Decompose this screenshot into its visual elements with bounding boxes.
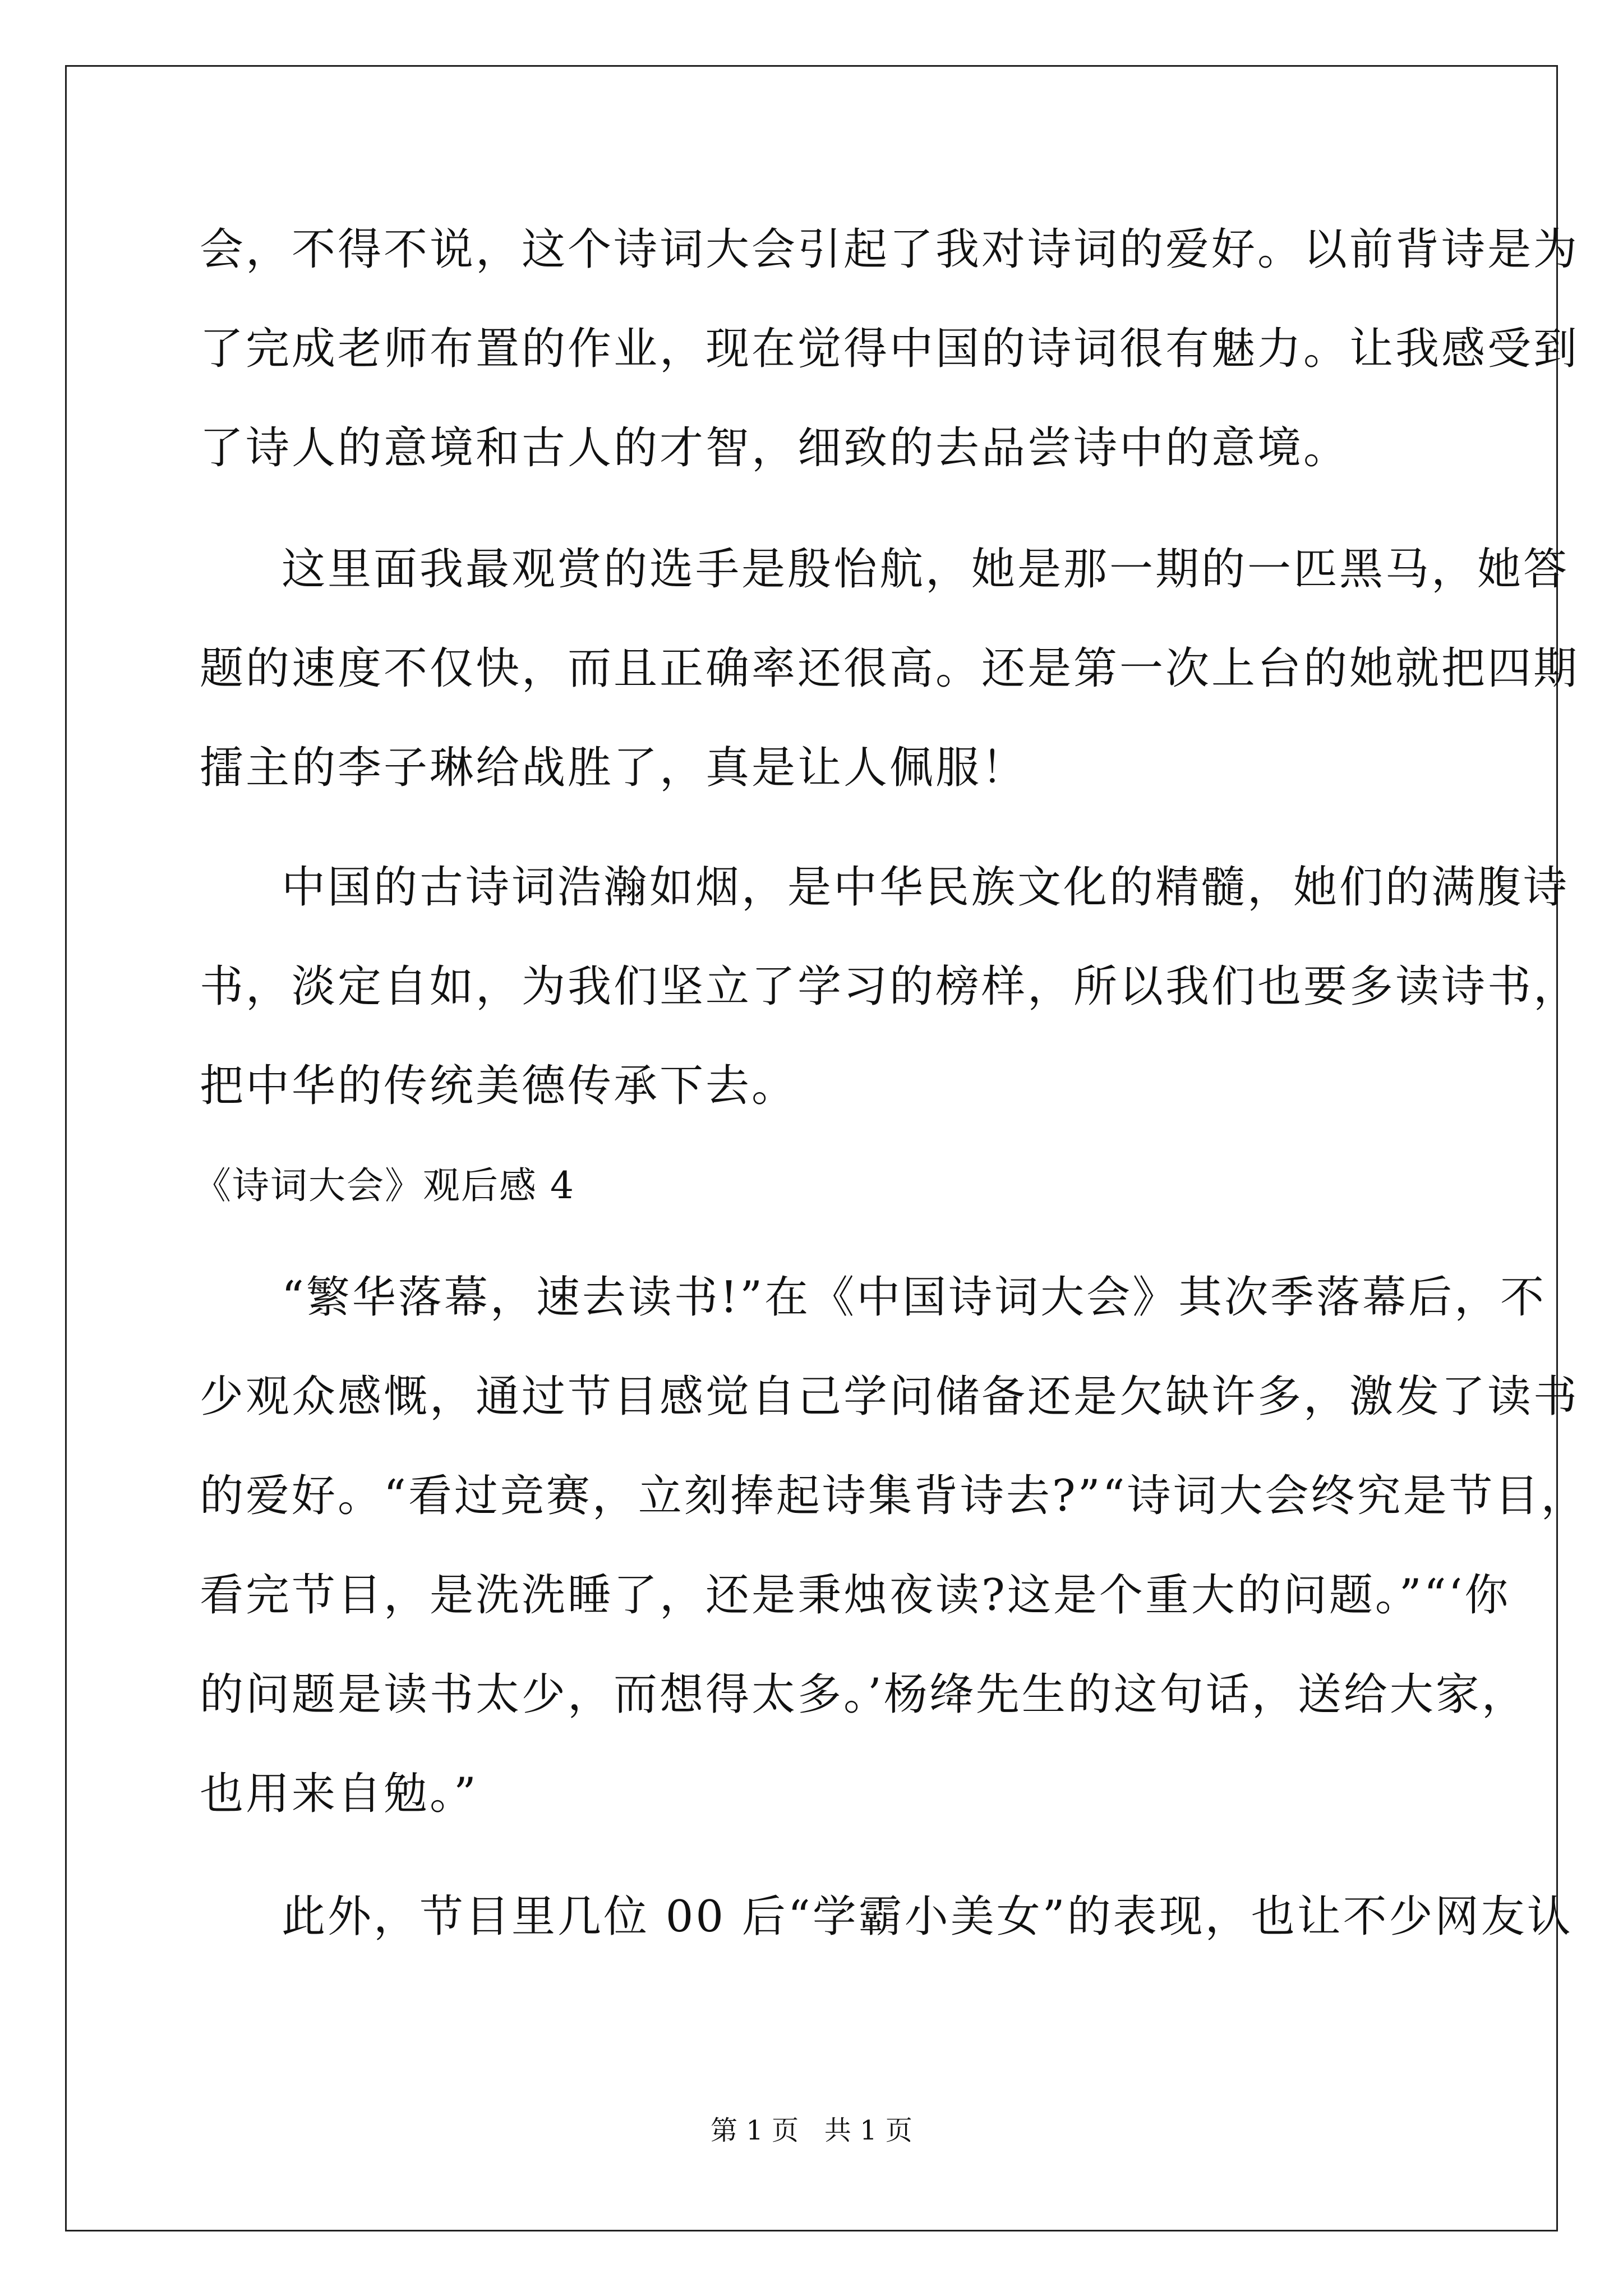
text-line: 也用来自勉。”	[200, 1769, 478, 1819]
text-line: 题的速度不仅快，而且正确率还很高。还是第一次上台的她就把四期	[200, 643, 1580, 694]
text-line: 擂主的李子琳给战胜了，真是让人佩服！	[200, 743, 1028, 793]
text-line: 少观众感慨，通过节目感觉自己学问储备还是欠缺许多，激发了读书	[200, 1372, 1580, 1422]
text-line: 会，不得不说，这个诗词大会引起了我对诗词的爱好。以前背诗是为	[200, 224, 1580, 275]
text-line: 了诗人的意境和古人的才智，细致的去品尝诗中的意境。	[200, 423, 1350, 473]
text-line: 中国的古诗词浩瀚如烟，是中华民族文化的精髓，她们的满腹诗	[282, 862, 1570, 913]
text-line: “繁华落幕，速去读书!”在《中国诗词大会》其次季落幕后，不	[282, 1272, 1547, 1323]
text-line: 把中华的传统美德传承下去。	[200, 1061, 798, 1111]
page-footer: 第 1 页 共 1 页	[711, 2115, 912, 2146]
text-line: 这里面我最观赏的选手是殷怡航，她是那一期的一匹黑马，她答	[282, 544, 1570, 595]
text-line: 看完节目，是洗洗睡了，还是秉烛夜读?这是个重大的问题。”“‘你	[200, 1570, 1511, 1621]
text-line: 此外，节目里几位 00 后“学霸小美女”的表现，也让不少网友认	[282, 1892, 1573, 1942]
text-line: 的问题是读书太少，而想得太多。’杨绛先生的这句话，送给大家，	[200, 1669, 1528, 1720]
text-line: 的爱好。“看过竞赛，立刻捧起诗集背诗去?”“诗词大会终究是节目，	[200, 1471, 1587, 1521]
text-line: 书，淡定自如，为我们坚立了学习的榜样，所以我们也要多读诗书，	[200, 961, 1580, 1012]
text-line: 了完成老师布置的作业，现在觉得中国的诗词很有魅力。让我感受到	[200, 324, 1580, 374]
section-heading: 《诗词大会》观后感 4	[194, 1164, 575, 1207]
